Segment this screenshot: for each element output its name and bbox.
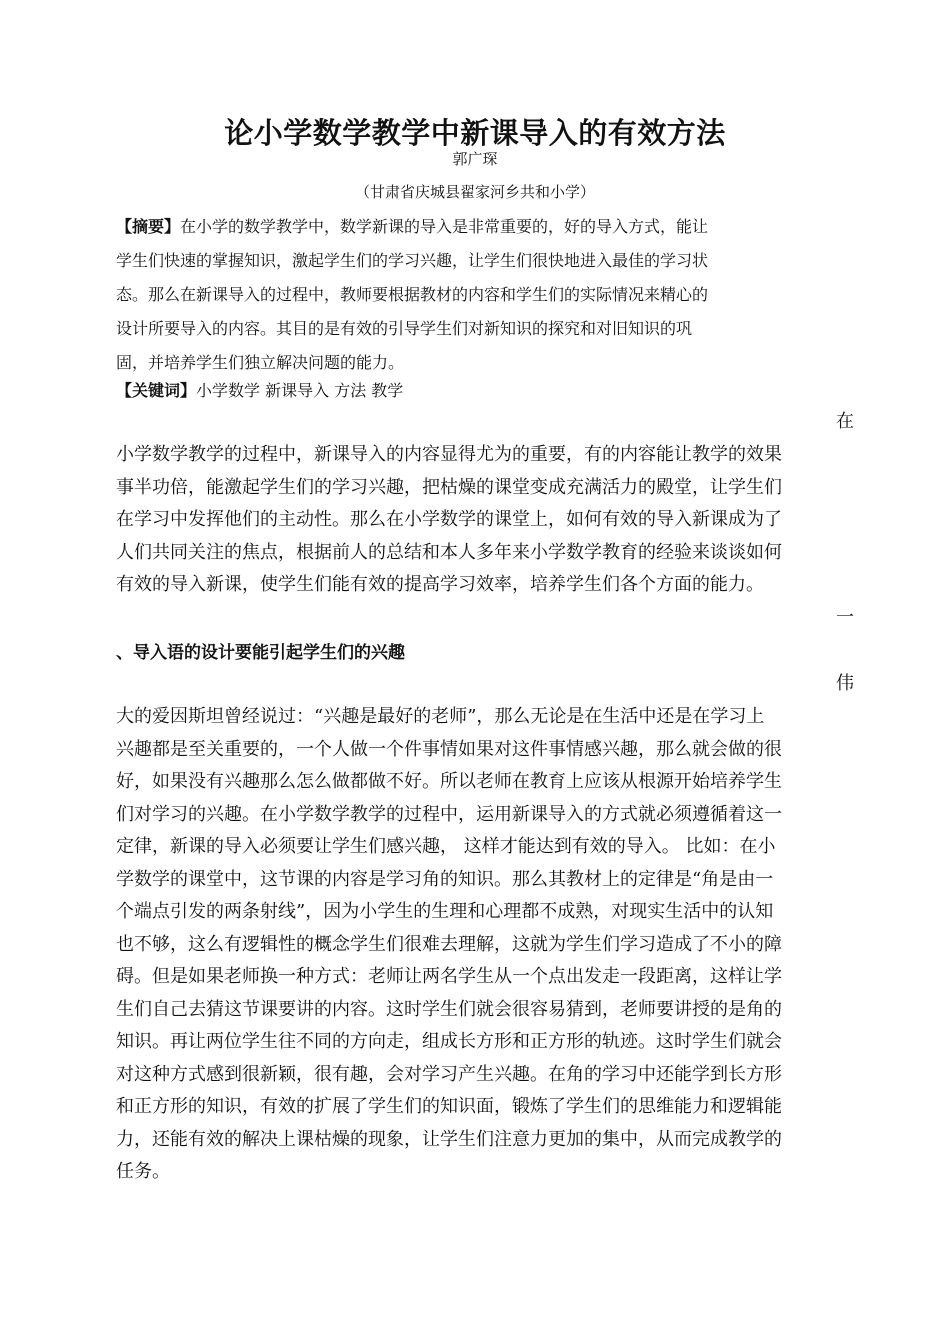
- intro-dropcap: 在: [836, 411, 854, 432]
- paragraph-line: 对这种方式感到很新颖，很有趣，会对学习产生兴趣。在角的学习中还能学到长方形: [116, 1063, 782, 1085]
- abstract-line: 学生们快速的掌握知识，激起学生们的学习兴趣，让学生们很快地进入最佳的学习状: [116, 251, 709, 270]
- paragraph-line: 也不够，这么有逻辑性的概念学生们很难去理解，这就为学生们学习造成了不小的障: [116, 933, 782, 955]
- section1-heading: 、导入语的设计要能引起学生们的兴趣: [116, 643, 405, 663]
- abstract-line: 【摘要】在小学的数学教学中，数学新课的导入是非常重要的，好的导入方式，能让: [116, 217, 709, 236]
- paragraph-line: 人们共同关注的焦点，根据前人的总结和本人多年来小学数学教育的经验来谈谈如何: [116, 541, 782, 563]
- abstract-line: 设计所要导入的内容。其目的是有效的引导学生们对新知识的探究和对旧知识的巩: [116, 319, 693, 338]
- section1-paragraph: [116, 701, 831, 1189]
- abstract-line: 固，并培养学生们独立解决问题的能力。: [116, 353, 405, 372]
- paragraph-line: 任务。: [116, 1161, 170, 1182]
- intro-paragraph: [116, 439, 831, 602]
- paragraph-line: 大的爱因斯坦曾经说过：“兴趣是最好的老师”，那么无论是在生活中还是在学习上: [116, 706, 765, 727]
- paragraph-line: 生们自己去猜这节课要讲的内容。这时学生们就会很容易猜到，老师要讲授的是角的: [116, 998, 782, 1020]
- paragraph-line: 有效的导入新课，使学生们能有效的提高学习效率，培养学生们各个方面的能力。: [116, 574, 764, 595]
- paragraph-line: 力，还能有效的解决上课枯燥的现象，让学生们注意力更加的集中，从而完成教学的: [116, 1128, 782, 1150]
- paragraph-line: 个端点引发的两条射线”，因为小学生的生理和心理都不成熟，对现实生活中的认知: [116, 901, 774, 922]
- document-title: 论小学数学教学中新课导入的有效方法: [224, 116, 726, 150]
- paragraph-line: 学数学的课堂中，这节课的内容是学习角的知识。那么其教材上的定律是“角是由一: [116, 868, 774, 890]
- abstract-label: 【摘要】: [116, 217, 181, 236]
- paragraph-line: 好，如果没有兴趣那么怎么做都做不好。所以老师在教育上应该从根源开始培养学生: [116, 771, 782, 792]
- paragraph-line: 在学习中发挥他们的主动性。那么在小学数学的课堂上，如何有效的导入新课成为了: [116, 509, 782, 530]
- paragraph-line: 定律，新课的导入必须要让学生们感兴趣， 这样才能达到有效的导入。 比如：在小: [116, 836, 776, 857]
- keywords: [116, 374, 403, 408]
- keywords-label: 【关键词】: [116, 381, 197, 400]
- paragraph-line: 和正方形的知识，有效的扩展了学生们的知识面，锻炼了学生们的思维能力和逻辑能: [116, 1096, 782, 1117]
- section1-dropcap: 伟: [836, 673, 854, 694]
- section1-number: 一: [836, 607, 854, 628]
- keywords-text: 小学数学 新课导入 方法 教学: [196, 381, 404, 400]
- paragraph-line: 小学数学教学的过程中，新课导入的内容显得尤为的重要，有的内容能让教学的效果: [116, 444, 782, 465]
- paragraph-line: 事半功倍，能激起学生们的学习兴趣，把枯燥的课堂变成充满活力的殿堂，让学生们: [116, 476, 782, 498]
- paragraph-line: 们对学习的兴趣。在小学数学教学的过程中，运用新课导入的方式就必须遵循着这一: [116, 803, 782, 825]
- abstract-line: 态。那么在新课导入的过程中，教师要根据教材的内容和学生们的实际情况来精心的: [116, 285, 709, 304]
- author-affiliation: （甘肃省庆城县翟家河乡共和小学）: [354, 183, 595, 201]
- author-name: 郭广琛: [452, 150, 498, 168]
- abstract: [116, 210, 831, 380]
- paragraph-line: 碍。但是如果老师换一种方式：老师让两名学生从一个点出发走一段距离，这样让学: [116, 966, 782, 987]
- paragraph-line: 知识。再让两位学生往不同的方向走，组成长方形和正方形的轨迹。这时学生们就会: [116, 1031, 782, 1052]
- paragraph-line: 兴趣都是至关重要的，一个人做一个件事情如果对这件事情感兴趣，那么就会做的很: [116, 738, 782, 760]
